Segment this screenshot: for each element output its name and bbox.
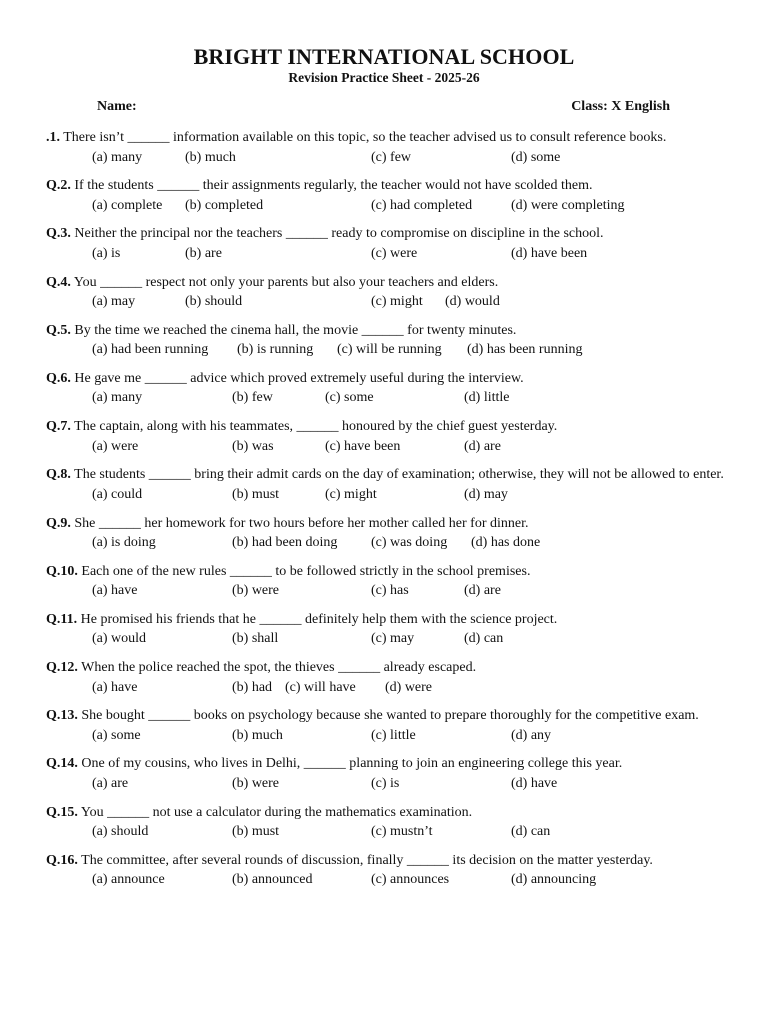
sheet-title: Revision Practice Sheet - 2025-26 <box>288 70 480 85</box>
question-item <box>46 128 726 167</box>
option-d: (d) have <box>511 775 558 791</box>
question-body: When the police reached the spot, the thieves ______ already escaped. <box>77 660 477 676</box>
question-list <box>46 128 726 899</box>
question-number: Q.13. <box>46 708 78 724</box>
question-number: Q.4. <box>46 274 71 290</box>
option-d: (d) has been running <box>467 342 583 358</box>
question-item <box>46 562 726 601</box>
class-label: Class: X English <box>571 99 670 114</box>
question-body: The students ______ bring their admit cards on the day of examination; otherwise, they will not be allowed to enter. <box>70 467 724 483</box>
option-c: (c) had completed <box>371 197 473 213</box>
option-b: (b) were <box>232 775 280 791</box>
options-row <box>92 340 726 360</box>
options-row <box>92 533 726 553</box>
option-d: (d) are <box>464 438 501 454</box>
question-number: Q.9. <box>46 515 71 531</box>
options-row <box>92 388 726 408</box>
option-c: (c) have been <box>325 438 401 454</box>
option-d: (d) has done <box>471 535 541 550</box>
question-text <box>46 658 726 678</box>
option-b: (b) few <box>232 390 273 406</box>
question-number: Q.10. <box>46 563 78 579</box>
option-c: (c) might <box>371 294 423 310</box>
option-b: (b) must <box>232 824 280 840</box>
question-body: By the time we reached the cinema hall, the movie ______ for twenty minutes. <box>70 322 517 338</box>
option-b: (b) announced <box>232 872 313 888</box>
options-row <box>92 678 726 698</box>
options-row <box>92 726 726 746</box>
option-a: (a) complete <box>92 197 163 213</box>
option-a: (a) are <box>92 775 129 791</box>
question-number: Q.12. <box>46 660 78 676</box>
option-b: (b) is running <box>237 342 314 358</box>
option-c: (c) were <box>371 245 418 261</box>
option-b: (b) much <box>185 149 236 165</box>
question-body: One of my cousins, who lives in Delhi, ______ planning to join an engineering college this year. <box>77 756 623 772</box>
question-text <box>46 754 726 774</box>
question-item <box>46 610 726 649</box>
question-number: Q.5. <box>46 322 71 338</box>
question-body: Neither the principal nor the teachers ______ ready to compromise on discipline in the school. <box>70 226 604 242</box>
option-a: (a) have <box>92 679 138 695</box>
question-body: He promised his friends that he ______ definitely help them with the science project. <box>77 611 558 627</box>
options-row <box>92 437 726 457</box>
option-c: (c) has <box>371 583 409 599</box>
question-number: Q.14. <box>46 756 78 772</box>
school-name: BRIGHT INTERNATIONAL SCHOOL <box>193 44 575 69</box>
option-c: (c) announces <box>371 872 450 888</box>
question-text <box>46 273 726 293</box>
question-number: Q.3. <box>46 226 71 242</box>
question-body: The captain, along with his teammates, ______ honoured by the chief guest yesterday. <box>70 419 558 435</box>
option-a: (a) had been running <box>92 342 209 358</box>
question-item <box>46 851 726 890</box>
option-b: (b) shall <box>232 631 279 647</box>
options-row <box>92 581 726 601</box>
question-item <box>46 754 726 793</box>
question-number: Q.8. <box>46 467 71 483</box>
options-row <box>92 774 726 794</box>
question-number: Q.7. <box>46 419 71 435</box>
option-c: (c) might <box>325 486 377 502</box>
question-number: Q.11. <box>46 611 78 627</box>
option-d: (d) can <box>511 824 551 840</box>
option-b: (b) completed <box>185 197 264 213</box>
question-item <box>46 514 726 553</box>
question-text <box>46 128 726 148</box>
option-c: (c) will have <box>285 679 356 695</box>
question-number: .1. <box>46 130 60 145</box>
option-c: (c) some <box>325 390 374 406</box>
question-body: He gave me ______ advice which proved extremely useful during the interview. <box>70 370 524 386</box>
question-item <box>46 176 726 215</box>
option-b: (b) were <box>232 583 280 599</box>
options-row <box>92 485 726 505</box>
option-a: (a) announce <box>92 872 165 888</box>
options-row <box>92 870 726 890</box>
options-row <box>92 148 726 168</box>
option-a: (a) many <box>92 390 143 406</box>
question-item <box>46 224 726 263</box>
name-label: Name: <box>97 99 137 114</box>
question-number: Q.15. <box>46 804 78 820</box>
option-d: (d) were completing <box>511 197 625 213</box>
question-text <box>46 369 726 389</box>
option-c: (c) will be running <box>337 342 442 358</box>
question-text <box>46 706 726 726</box>
option-b: (b) are <box>185 245 222 261</box>
question-body: The committee, after several rounds of discussion, finally ______ its decision on the matter yesterday. <box>77 852 653 868</box>
question-body: She ______ her homework for two hours before her mother called her for dinner. <box>70 515 529 531</box>
option-d: (d) may <box>464 486 508 502</box>
option-c: (c) mustn’t <box>371 824 433 840</box>
option-a: (a) many <box>92 149 143 165</box>
question-text <box>46 321 726 341</box>
option-a: (a) could <box>92 486 143 502</box>
option-b: (b) had been doing <box>232 535 338 550</box>
question-number: Q.16. <box>46 852 78 868</box>
question-number: Q.2. <box>46 178 71 194</box>
options-row <box>92 196 726 216</box>
option-b: (b) should <box>185 294 243 310</box>
question-item <box>46 273 726 312</box>
question-body: If the students ______ their assignments regularly, the teacher would not have scolded them. <box>70 178 593 194</box>
question-body: You ______ not use a calculator during the mathematics examination. <box>77 804 473 820</box>
question-item <box>46 706 726 745</box>
option-d: (d) have been <box>511 245 588 261</box>
option-a: (a) have <box>92 583 138 599</box>
question-text <box>46 562 726 582</box>
question-item <box>46 465 726 504</box>
option-d: (d) any <box>511 727 552 743</box>
question-item <box>46 321 726 360</box>
question-text <box>46 851 726 871</box>
question-text <box>46 465 726 485</box>
option-b: (b) must <box>232 486 280 502</box>
options-row <box>92 629 726 649</box>
options-row <box>92 292 726 312</box>
option-d: (d) announcing <box>511 872 597 888</box>
question-body: You ______ respect not only your parents but also your teachers and elders. <box>70 274 499 290</box>
options-row <box>92 244 726 264</box>
question-item <box>46 658 726 697</box>
option-d: (d) can <box>464 631 504 647</box>
option-b: (b) had <box>232 679 273 695</box>
question-text <box>46 803 726 823</box>
option-d: (d) are <box>464 583 501 599</box>
option-a: (a) may <box>92 294 136 310</box>
option-a: (a) is <box>92 245 121 261</box>
option-c: (c) may <box>371 631 415 647</box>
option-d: (d) little <box>464 390 510 406</box>
option-c: (c) few <box>371 149 412 165</box>
question-body: There isn’t ______ information available on this topic, so the teacher advised us to consult reference books. <box>60 130 667 145</box>
option-d: (d) were <box>385 679 433 695</box>
question-body: She bought ______ books on psychology because she wanted to prepare thoroughly for the competitive exam. <box>77 708 699 724</box>
question-text <box>46 514 726 534</box>
option-a: (a) some <box>92 727 141 743</box>
option-d: (d) some <box>511 149 561 165</box>
option-a: (a) is doing <box>92 535 156 550</box>
question-item <box>46 369 726 408</box>
option-b: (b) was <box>232 438 274 454</box>
option-a: (a) would <box>92 631 147 647</box>
option-b: (b) much <box>232 727 283 743</box>
option-a: (a) were <box>92 438 139 454</box>
question-item <box>46 803 726 842</box>
options-row <box>92 822 726 842</box>
question-item <box>46 417 726 456</box>
question-body: Each one of the new rules ______ to be followed strictly in the school premises. <box>77 563 531 579</box>
question-text <box>46 417 726 437</box>
question-text <box>46 176 726 196</box>
question-text <box>46 224 726 244</box>
question-number: Q.6. <box>46 370 71 386</box>
option-c: (c) was doing <box>371 535 448 550</box>
option-a: (a) should <box>92 824 149 840</box>
option-d: (d) would <box>445 294 500 310</box>
question-text <box>46 610 726 630</box>
option-c: (c) is <box>371 775 400 791</box>
option-c: (c) little <box>371 727 416 743</box>
